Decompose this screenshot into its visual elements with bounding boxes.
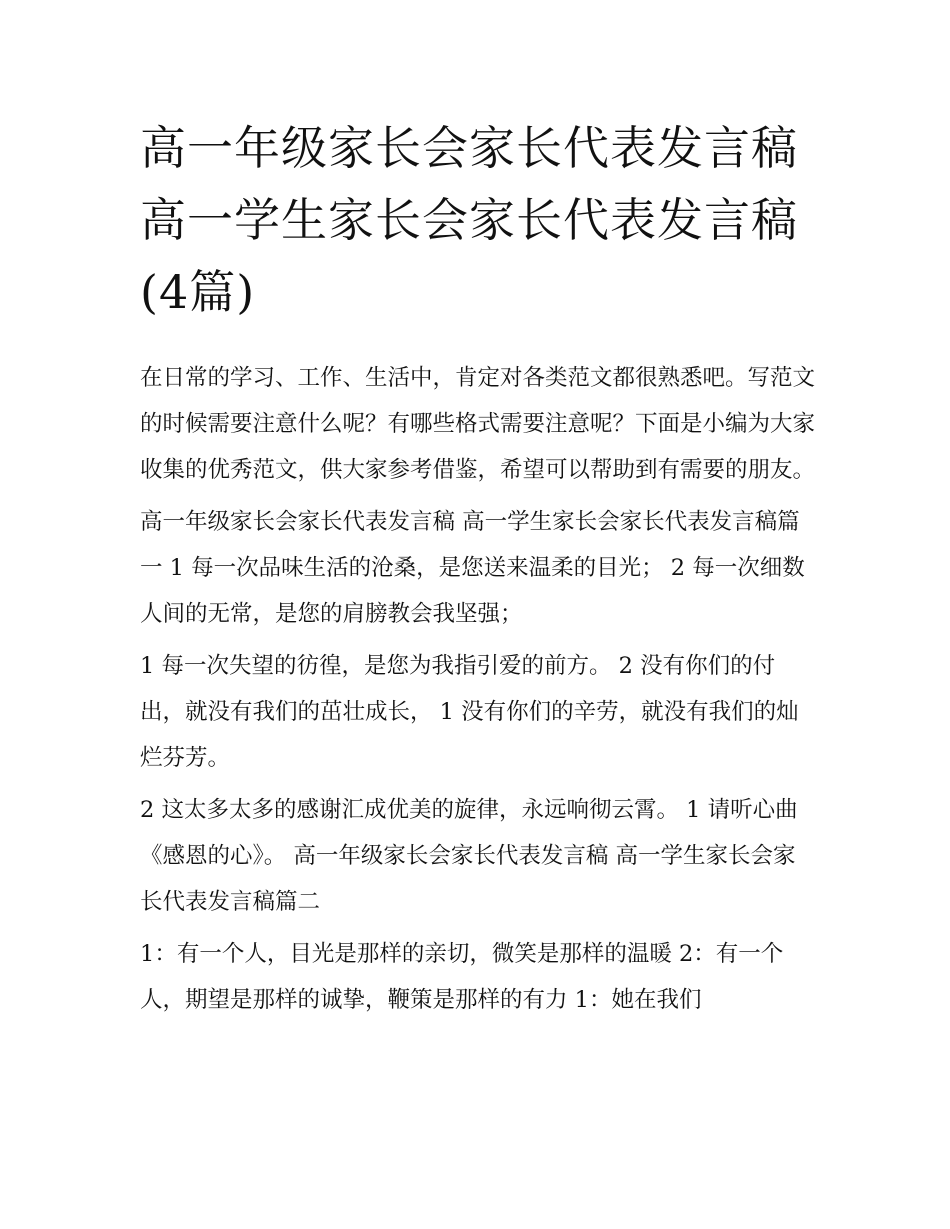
- document-body: [140, 355, 816, 1029]
- paragraph-intro: 在日常的学习、工作、生活中，肯定对各类范文都很熟悉吧。写范文的时候需要注意什么呢？有哪些格式需要注意呢？下面是小编为大家收集的优秀范文，供大家参考借鉴，希望可以帮助到有需要的朋友。: [140, 365, 816, 483]
- paragraph-melody: 2 这太多太多的感谢汇成优美的旋律，永远响彻云霄。 1 请听心曲《感恩的心》。 高一年级家长会家长代表发言稿 高一学生家长会家长代表发言稿篇二: [140, 797, 798, 915]
- paragraph-gratitude: 1 每一次失望的彷徨，是您为我指引爱的前方。 2 没有你们的付出，就没有我们的茁壮成长， 1 没有你们的辛劳，就没有我们的灿烂芬芳。: [140, 653, 799, 771]
- paragraph-part-two: 1：有一个人，目光是那样的亲切，微笑是那样的温暖 2：有一个人，期望是那样的诚挚，鞭策是那样的有力 1：她在我们: [140, 941, 784, 1013]
- paragraph-part-one: 高一年级家长会家长代表发言稿 高一学生家长会家长代表发言稿篇一 1 每一次品味生活的沧桑，是您送来温柔的目光； 2 每一次细数人间的无常，是您的肩膀教会我坚强；: [140, 509, 805, 627]
- document-title: 高一年级家长会家长代表发言稿 高一学生家长会家长代表发言稿(4篇): [140, 121, 798, 319]
